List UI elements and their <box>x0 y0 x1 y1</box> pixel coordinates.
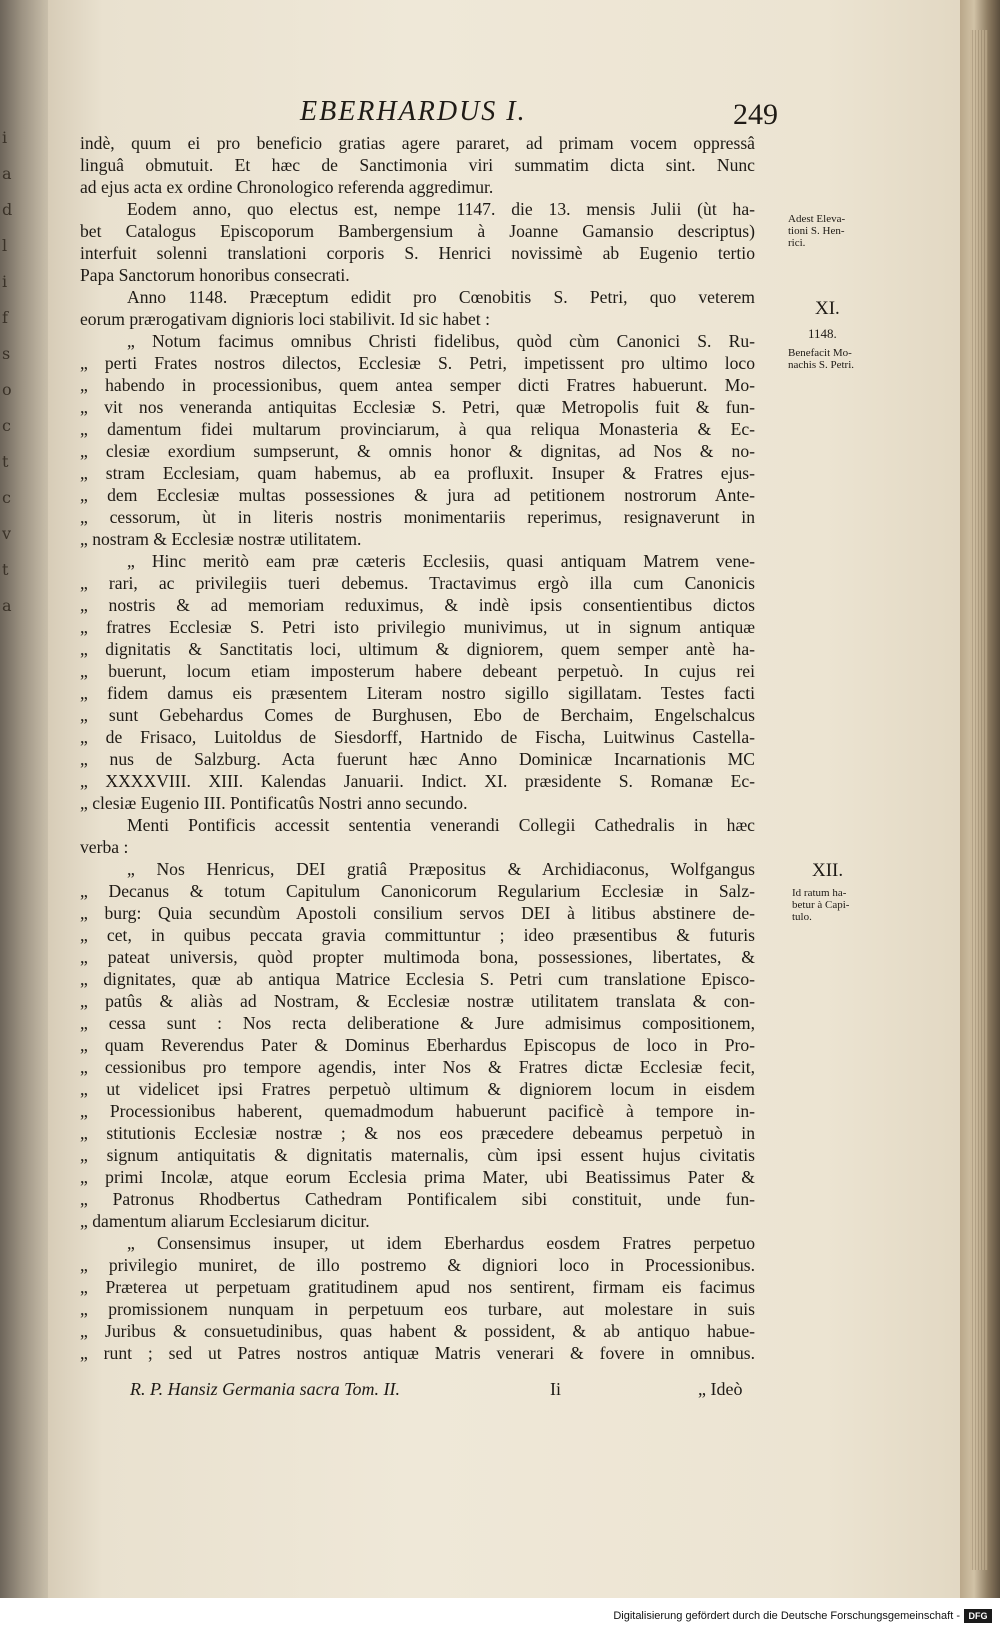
text-line: „ Patronus Rhodbertus Cathedram Pontificalem sibi constituit, unde fun- <box>80 1189 755 1209</box>
text-line: „ dem Ecclesiæ multas possessiones & jura ad petitionem nostrorum Ante- <box>80 485 755 505</box>
spine-fragment: i <box>2 272 8 291</box>
margin-section-number-xii: XII. <box>812 860 844 881</box>
running-head: EBERHARDUS I. <box>300 96 527 127</box>
margin-line: nachis S. Petri. <box>788 359 854 371</box>
text-line: „ vit nos veneranda antiquitas Ecclesiæ S. Petri, quæ Metropolis fuit & fun- <box>80 397 755 417</box>
text-line: „ clesiæ Eugenio III. Pontificatûs Nostri anno secundo. <box>80 793 468 813</box>
margin-line: Benefacit Mo- <box>788 347 852 359</box>
text-line: verba : <box>80 837 129 857</box>
page-number: 249 <box>733 98 778 131</box>
text-line: „ dignitates, quæ ab antiqua Matrice Ecclesia S. Petri cum translatione Episco- <box>80 969 755 989</box>
text-line: Eodem anno, quo electus est, nempe 1147. die 13. mensis Julii (ùt ha- <box>127 199 755 219</box>
text-line: „ damentum aliarum Ecclesiarum dicitur. <box>80 1211 370 1231</box>
text-line: eorum prærogativam dignioris loci stabilivit. Id sic habet : <box>80 309 490 329</box>
credit-bar <box>0 1598 1000 1641</box>
dfg-logo: DFG <box>964 1609 992 1623</box>
text-line: „ Processionibus haberent, quemadmodum habuerunt pacificè à tempore in- <box>80 1101 755 1121</box>
text-line: Papa Sanctorum honoribus consecrati. <box>80 265 350 285</box>
text-line: bet Catalogus Episcoporum Bambergensium à Joanne Gamansio descriptus) <box>80 221 755 241</box>
text-line: „ Consensimus insuper, ut idem Eberhardus eosdem Fratres perpetuo <box>127 1233 755 1253</box>
text-line: „ burg: Quia secundùm Apostoli consilium servos DEI à litibus abstinere de- <box>80 903 755 923</box>
text-line: „ fidem damus eis præsentem Literam nostro sigillo sigillatam. Testes facti <box>80 683 755 703</box>
text-line: „ pateat universis, quòd propter multimoda bona, possessiones, libertates, & <box>80 947 755 967</box>
spine-fragment: t <box>2 560 9 579</box>
text-line: „ sunt Gebehardus Comes de Burghusen, Ebo de Berchaim, Engelschalcus <box>80 705 755 725</box>
text-line: „ buerunt, locum etiam imposterum habere debeant perpetuò. In cujus rei <box>80 661 755 681</box>
text-line: „ fratres Ecclesiæ S. Petri isto privilegio munivimus, ut in signum antiquæ <box>80 617 755 637</box>
text-line: „ cessa sunt : Nos recta deliberatione & Jure admisimus compositionem, <box>80 1013 755 1033</box>
text-line: „ stitutionis Ecclesiæ nostræ ; & nos eos præcedere debeamus perpetuò in <box>80 1123 755 1143</box>
facing-page-fragments <box>2 120 20 624</box>
spine-fragment: v <box>2 524 12 543</box>
text-line: „ promissionem nunquam in perpetuum eos turbare, aut molestare in suis <box>80 1299 755 1319</box>
text-line: „ privilegio muniret, de illo postremo & digniori loco in Processionibus. <box>80 1255 755 1275</box>
text-line: „ signum antiquitatis & dignitatis maternalis, cùm ipsi essent hujus civitatis <box>80 1145 755 1165</box>
spine-fragment: d <box>2 200 13 219</box>
text-line: „ damentum fidei multarum provinciarum, à qua reliqua Monasteria & Ec- <box>80 419 755 439</box>
text-line: „ rari, ac privilegiis tueri debemus. Tractavimus ergò illa cum Canonicis <box>80 573 755 593</box>
text-line: „ clesiæ exordium sumpserunt, & omnis honor & dignitas, ad Nos & no- <box>80 441 755 461</box>
spine-fragment: o <box>2 380 12 399</box>
text-line: „ de Frisaco, Luitoldus de Siesdorff, Hartnido de Fischa, Luitwinus Castella- <box>80 727 755 747</box>
text-line: „ runt ; sed ut Patres nostros antiquæ Matris venerari & fovere in omnibus. <box>80 1343 755 1363</box>
text-line: „ quam Reverendus Pater & Dominus Eberhardus Episcopus de loco in Pro- <box>80 1035 755 1055</box>
text-line: „ nostris & ad memoriam reduximus, & indè ipsis consentientibus dictos <box>80 595 755 615</box>
text-line: „ dignitatis & Sanctitatis loci, ultimum & digniorem, quem semper antè ha- <box>80 639 755 659</box>
text-line: „ patûs & aliàs ad Nostram, & Ecclesiæ nostræ utilitatem translata & con- <box>80 991 755 1011</box>
text-line: „ cet, in quibus peccata gravia committuntur ; ideo præsentibus & futuris <box>80 925 755 945</box>
text-line: Anno 1148. Præceptum edidit pro Cœnobitis S. Petri, quo veterem <box>127 287 755 307</box>
text-line: ad ejus acta ex ordine Chronologico referenda aggredimur. <box>80 177 494 197</box>
spine-fragment: f <box>2 308 8 327</box>
text-line: „ ut videlicet ipsi Fratres perpetuò ultimum & digniorem locum in eisdem <box>80 1079 755 1099</box>
margin-line: tioni S. Hen- <box>788 225 845 237</box>
credit-text: Digitalisierung gefördert durch die Deutsche Forschungsgemeinschaft - <box>613 1610 960 1622</box>
margin-line: tulo. <box>792 911 812 923</box>
text-line: „ habendo in processionibus, quem antea semper dicti Fratres habuerunt. Mo- <box>80 375 755 395</box>
book-spine-gutter <box>0 0 48 1641</box>
text-line: indè, quum ei pro beneficio gratias agere pararet, ad primam vocem oppressâ <box>80 133 755 153</box>
spine-fragment: s <box>2 344 11 363</box>
text-line: „ nus de Salzburg. Acta fuerunt hæc Anno Dominicæ Incarnationis MC <box>80 749 755 769</box>
text-line: „ stram Ecclesiam, quam habemus, ab ea profluxit. Insuper & Fratres ejus- <box>80 463 755 483</box>
text-line: „ nostram & Ecclesiæ nostræ utilitatem. <box>80 529 362 549</box>
margin-line: betur à Capi- <box>792 899 850 911</box>
margin-line: rici. <box>788 237 806 249</box>
catchword: „ Ideò <box>698 1379 743 1399</box>
margin-note-ratum <box>792 887 849 923</box>
text-line: „ cessionibus pro tempore agendis, inter Nos & Fratres dictæ Ecclesiæ fecit, <box>80 1057 755 1077</box>
text-line: „ Notum facimus omnibus Christi fidelibus, quòd cùm Canonici S. Ru- <box>127 331 755 351</box>
signature-mark: Ii <box>550 1379 561 1399</box>
text-line: „ Nos Henricus, DEI gratiâ Præpositus & Archidiaconus, Wolfgangus <box>127 859 755 879</box>
text-line: „ Præterea ut perpetuam gratitudinem apud nos sentirent, firmam eis facimus <box>80 1277 755 1297</box>
spine-fragment: c <box>2 416 11 435</box>
text-line: „ Decanus & totum Capitulum Canonicorum Regularium Ecclesiæ in Salz- <box>80 881 755 901</box>
spine-fragment: c <box>2 488 11 507</box>
spine-fragment: i <box>2 128 8 147</box>
spine-fragment: a <box>2 164 12 183</box>
text-line: „ Hinc meritò eam præ cæteris Ecclesiis, quasi antiquam Matrem vene- <box>127 551 755 571</box>
text-line: interfuit solenni translationi corporis S. Henrici novissimè ab Eugenio tertio <box>80 243 755 263</box>
margin-line: Adest Eleva- <box>788 213 846 225</box>
text-line: „ Juribus & consuetudinibus, quas habent & possident, & ab antiquo habue- <box>80 1321 755 1341</box>
margin-note-benefacit <box>788 347 854 371</box>
spine-fragment: t <box>2 452 9 471</box>
margin-section-number-xi: XI. <box>815 298 840 319</box>
margin-line: Id ratum ha- <box>792 887 847 899</box>
page-edge-texture <box>970 30 988 1570</box>
spine-fragment: l <box>2 236 8 255</box>
text-line: linguâ obmutuit. Et hæc de Sanctimonia viri summatim dicta sint. Nunc <box>80 155 755 175</box>
spine-fragment: a <box>2 596 12 615</box>
margin-note-elevation <box>788 213 845 249</box>
body-text <box>80 132 755 1364</box>
text-line: „ primi Incolæ, atque eorum Ecclesia prima Mater, ubi Beatissimus Pater & <box>80 1167 755 1187</box>
text-line: „ perti Frates nostros dilectos, Ecclesiæ S. Petri, impetissent pro ultimo loco <box>80 353 755 373</box>
text-line: „ cessorum, ùt in literis nostris monimentariis reperimus, resignaverunt in <box>80 507 755 527</box>
margin-year: 1148. <box>808 326 837 341</box>
text-line: „ XXXXVIII. XIII. Kalendas Januarii. Indict. XI. præsidente S. Romanæ Ec- <box>80 771 755 791</box>
footer-citation: R. P. Hansiz Germania sacra Tom. II. <box>130 1379 401 1399</box>
text-line: Menti Pontificis accessit sententia venerandi Collegii Cathedralis in hæc <box>127 815 755 835</box>
